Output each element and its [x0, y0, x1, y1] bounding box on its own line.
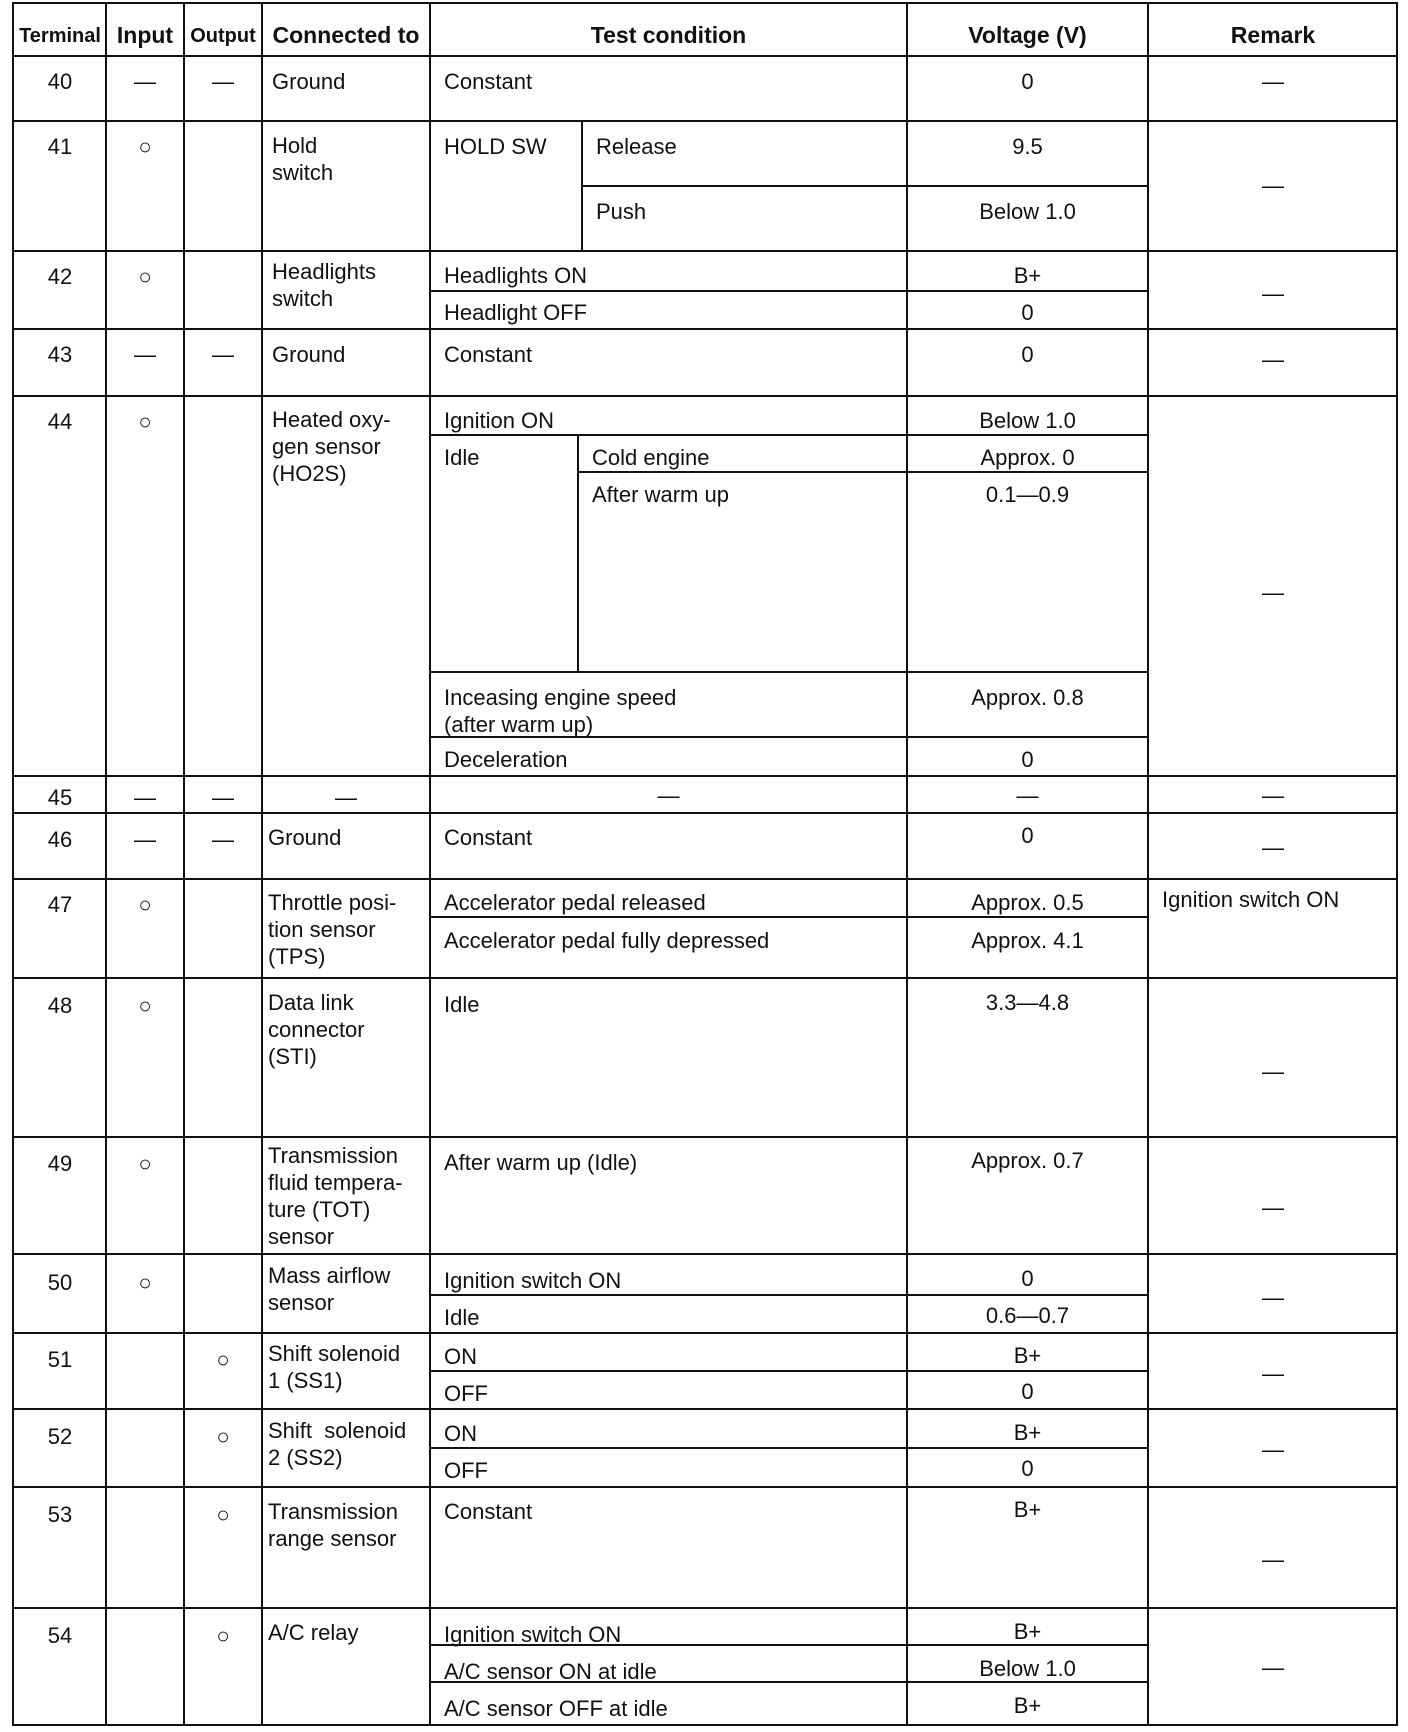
terminal-number: 40: [47, 69, 73, 94]
input-mark: —: [134, 69, 156, 94]
terminal-number: 53: [47, 1502, 73, 1527]
connected-to: Data link connector (STI): [268, 990, 365, 1069]
remark: —: [1262, 1285, 1284, 1310]
terminal-number: 52: [47, 1424, 73, 1449]
test-condition: Inceasing engine speed (after warm up): [444, 685, 677, 737]
test-condition: Headlight OFF: [444, 300, 588, 325]
connected-to: Shift solenoid 2 (SS2): [268, 1418, 407, 1470]
test-condition: Idle: [444, 1305, 480, 1330]
voltage-value: 0: [1021, 1456, 1034, 1481]
voltage-value: B+: [1013, 263, 1042, 288]
terminal-number: 44: [47, 409, 73, 434]
voltage-value: 0: [1021, 747, 1034, 772]
voltage-value: 0: [1021, 1379, 1034, 1404]
test-condition: Accelerator pedal released: [444, 890, 706, 915]
connected-to: Mass airflow sensor: [268, 1263, 391, 1315]
test-condition: Ignition ON: [444, 408, 555, 433]
test-condition: After warm up (Idle): [444, 1150, 638, 1175]
remark: —: [1262, 1361, 1284, 1386]
input-mark: —: [134, 785, 156, 810]
remark: —: [1262, 835, 1284, 860]
test-condition: Constant: [444, 342, 533, 367]
input-mark: ○: [138, 1270, 152, 1295]
terminal-voltage-table: [12, 2, 1398, 1726]
voltage-value: 0: [1021, 342, 1034, 367]
terminal-number: 43: [47, 342, 73, 367]
remark: —: [1262, 1437, 1284, 1462]
test-condition: Idle: [444, 992, 480, 1017]
terminal-number: 45: [47, 785, 73, 810]
connected-to: Shift solenoid 1 (SS1): [268, 1341, 401, 1393]
terminal-number: 50: [47, 1270, 73, 1295]
connected-to: Ground: [272, 69, 346, 94]
output-mark: —: [212, 827, 234, 852]
connected-to: A/C relay: [268, 1620, 359, 1645]
header-remark: Remark: [1230, 22, 1316, 48]
test-condition: Deceleration: [444, 747, 568, 772]
voltage-value: Approx. 0.8: [971, 685, 1084, 710]
connected-to: Ground: [268, 825, 342, 850]
input-mark: ○: [138, 409, 152, 434]
terminal-number: 49: [47, 1151, 73, 1176]
test-condition: ON: [444, 1344, 477, 1369]
voltage-value: B+: [1013, 1619, 1042, 1644]
output-mark: ○: [216, 1623, 230, 1648]
terminal-number: 51: [47, 1347, 73, 1372]
test-condition: Constant: [444, 69, 533, 94]
voltage-value: B+: [1013, 1693, 1042, 1718]
voltage-value: Approx. 4.1: [971, 928, 1084, 953]
voltage-value: 0.1—0.9: [985, 482, 1070, 507]
input-mark: ○: [138, 993, 152, 1018]
remark: —: [1262, 783, 1284, 808]
voltage-value: 0.6—0.7: [985, 1303, 1070, 1328]
terminal-number: 41: [47, 134, 73, 159]
terminal-number: 48: [47, 993, 73, 1018]
test-condition: A/C sensor OFF at idle: [444, 1696, 668, 1721]
input-mark: ○: [138, 892, 152, 917]
connected-to: Transmission range sensor: [268, 1499, 398, 1551]
remark: —: [1262, 347, 1284, 372]
header-connected-to: Connected to: [272, 22, 420, 48]
test-condition-group: HOLD SW: [444, 134, 547, 159]
connected-to: Hold switch: [272, 133, 334, 185]
terminal-number: 47: [47, 892, 73, 917]
terminal-number: 46: [47, 827, 73, 852]
table-grid: [14, 4, 1398, 1726]
remark: —: [1262, 1655, 1284, 1680]
test-condition-group: Idle: [444, 445, 480, 470]
voltage-value: —: [1016, 783, 1039, 808]
test-condition: OFF: [444, 1381, 488, 1406]
remark: Ignition switch ON: [1162, 887, 1340, 912]
test-condition: Constant: [444, 1499, 533, 1524]
voltage-value: 0: [1021, 1266, 1034, 1291]
voltage-value: 3.3—4.8: [985, 990, 1070, 1015]
connected-to: —: [335, 785, 357, 810]
remark: —: [1262, 69, 1284, 94]
header-output: Output: [190, 25, 256, 47]
test-condition: —: [657, 783, 680, 808]
test-condition: Push: [596, 199, 647, 224]
voltage-value: 0: [1021, 823, 1034, 848]
connected-to: Headlights switch: [272, 259, 376, 311]
remark: —: [1262, 281, 1284, 306]
voltage-value: Approx. 0.5: [971, 890, 1084, 915]
output-mark: —: [212, 342, 234, 367]
voltage-value: 0: [1021, 300, 1034, 325]
voltage-value: B+: [1013, 1497, 1042, 1522]
output-mark: —: [212, 785, 234, 810]
header-terminal: Terminal: [19, 25, 101, 47]
test-condition: Headlights ON: [444, 263, 588, 288]
input-mark: ○: [138, 1151, 152, 1176]
remark: —: [1262, 1195, 1284, 1220]
voltage-value: Below 1.0: [979, 408, 1076, 433]
test-condition: ON: [444, 1421, 477, 1446]
test-condition: Constant: [444, 825, 533, 850]
test-condition: Ignition switch ON: [444, 1622, 622, 1647]
header-voltage: Voltage (V): [968, 22, 1087, 48]
test-condition: A/C sensor ON at idle: [444, 1659, 657, 1684]
voltage-value: Approx. 0: [980, 445, 1075, 470]
voltage-value: B+: [1013, 1343, 1042, 1368]
input-mark: ○: [138, 264, 152, 289]
voltage-value: B+: [1013, 1420, 1042, 1445]
voltage-value: Below 1.0: [979, 199, 1076, 224]
header-input: Input: [116, 22, 174, 48]
header-test-condition: Test condition: [590, 22, 747, 48]
terminal-number: 54: [47, 1623, 73, 1648]
input-mark: ○: [138, 134, 152, 159]
test-condition: OFF: [444, 1458, 488, 1483]
remark: —: [1262, 1059, 1284, 1084]
output-mark: ○: [216, 1502, 230, 1527]
remark: —: [1262, 580, 1284, 605]
connected-to: Transmission fluid tempera- ture (TOT) sensor: [268, 1143, 403, 1249]
test-condition: Cold engine: [592, 445, 710, 470]
connected-to: Ground: [272, 342, 346, 367]
connected-to: Throttle posi- tion sensor (TPS): [268, 890, 397, 969]
voltage-value: Approx. 0.7: [971, 1148, 1084, 1173]
test-condition: Ignition switch ON: [444, 1268, 622, 1293]
terminal-number: 42: [47, 264, 73, 289]
output-mark: ○: [216, 1347, 230, 1372]
voltage-value: 9.5: [1012, 134, 1043, 159]
voltage-value: 0: [1021, 69, 1034, 94]
connected-to: Heated oxy- gen sensor (HO2S): [272, 407, 391, 486]
input-mark: —: [134, 342, 156, 367]
test-condition: After warm up: [592, 482, 729, 507]
test-condition: Release: [596, 134, 677, 159]
output-mark: —: [212, 69, 234, 94]
output-mark: ○: [216, 1424, 230, 1449]
remark: —: [1262, 173, 1284, 198]
voltage-value: Below 1.0: [979, 1656, 1076, 1681]
remark: —: [1262, 1547, 1284, 1572]
input-mark: —: [134, 827, 156, 852]
test-condition: Accelerator pedal fully depressed: [444, 928, 770, 953]
